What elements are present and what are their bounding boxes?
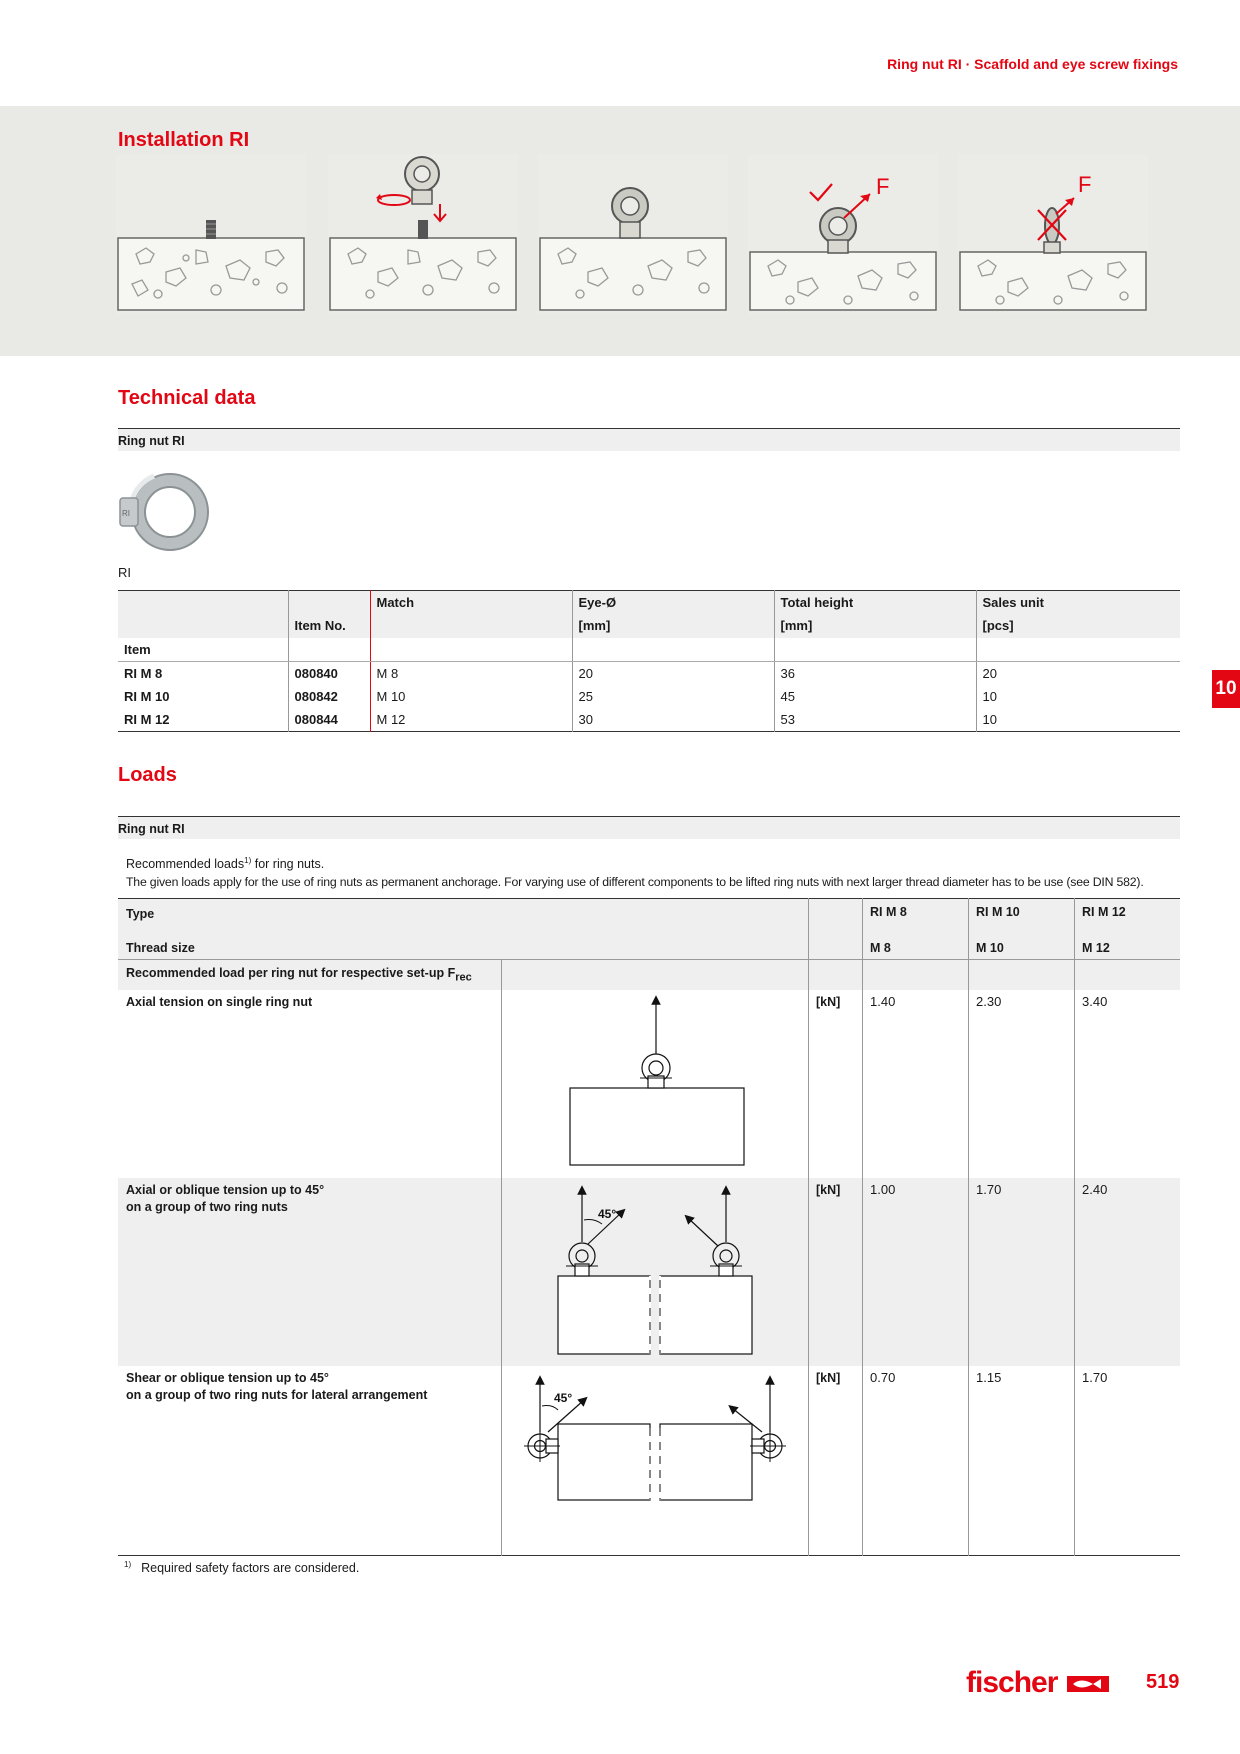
- load-value: 2.40: [1082, 1182, 1108, 1197]
- load-value: 1.70: [1082, 1370, 1108, 1385]
- table-row: RI M 12 080844 M 12 30 53 10: [118, 708, 1180, 732]
- ring-nut-image: [118, 460, 218, 560]
- thread-col: M 8: [870, 941, 891, 955]
- svg-text:RI: RI: [122, 509, 130, 518]
- case-1-label: Axial tension on single ring nut: [126, 995, 313, 1009]
- technical-bar: Ring nut RI: [118, 428, 1180, 451]
- load-value: 1.70: [976, 1182, 1002, 1197]
- technical-data-table: [118, 590, 1180, 732]
- case-3-label: Shear or oblique tension up to 45° on a group of two ring nuts for lateral arrangement: [126, 1371, 428, 1402]
- chapter-tab: 10: [1212, 670, 1240, 708]
- install-step-2: [328, 154, 518, 314]
- force-label: F: [1078, 172, 1092, 197]
- image-caption: RI: [118, 565, 131, 580]
- rec-load-label: Recommended load per ring nut for respective set-up $F_{rec}$: [126, 966, 472, 984]
- type-label: Type: [126, 907, 155, 921]
- installation-title: Installation RI: [118, 129, 250, 151]
- diagram-axial-group: [502, 1178, 808, 1366]
- load-value: 2.30: [976, 994, 1002, 1009]
- type-col: RI M 12: [1082, 905, 1126, 919]
- fischer-logo: fischer: [966, 1666, 1109, 1700]
- col-item-no: Item No.: [288, 614, 370, 638]
- col-eye: Eye-Ø: [572, 591, 774, 615]
- col-match: Match: [370, 591, 572, 615]
- table-row: RI M 10 080842 M 10 25 45 10: [118, 685, 1180, 709]
- type-col: RI M 8: [870, 905, 907, 919]
- col-item: Item: [118, 638, 288, 662]
- loads-note-2: The given loads apply for the use of ring nuts as permanent anchorage. For varying use of different components to be lifted ring nuts with next larger thread diameter has to be use (see DIN 582).: [126, 875, 1144, 889]
- loads-note-1: Recommended loads$^{1)}$ for ring nuts.: [126, 856, 325, 872]
- load-value: 1.15: [976, 1370, 1002, 1385]
- page-number: 519: [1146, 1671, 1180, 1693]
- load-value: 1.00: [870, 1182, 896, 1197]
- thread-col: M 10: [976, 941, 1004, 955]
- col-sales-unit: [pcs]: [976, 614, 1180, 638]
- unit-label: [kN]: [816, 1371, 841, 1385]
- force-label: F: [876, 174, 890, 199]
- install-step-5: [958, 154, 1148, 314]
- load-value: 0.70: [870, 1370, 896, 1385]
- unit-label: [kN]: [816, 995, 841, 1009]
- diagram-axial-single: [502, 990, 808, 1178]
- technical-data-title: Technical data: [118, 387, 256, 409]
- col-sales: Sales unit: [976, 591, 1180, 615]
- table-row: RI M 8 080840 M 8 20 36 20: [118, 661, 1180, 685]
- loads-bar: Ring nut RI: [118, 816, 1180, 839]
- load-value: 1.40: [870, 994, 896, 1009]
- load-value: 3.40: [1082, 994, 1108, 1009]
- fish-logo-icon: [1067, 1674, 1109, 1694]
- angle-label: 45°: [598, 1207, 617, 1221]
- type-col: RI M 10: [976, 905, 1020, 919]
- install-step-3: [538, 154, 728, 314]
- thread-col: M 12: [1082, 941, 1110, 955]
- install-step-4: [748, 154, 938, 314]
- case-2-label: Axial or oblique tension up to 45° on a group of two ring nuts: [126, 1183, 325, 1214]
- unit-label: [kN]: [816, 1183, 841, 1197]
- col-height: Total height: [774, 591, 976, 615]
- diagram-lateral-group: [502, 1366, 808, 1554]
- footnote: $^{1)}$ Required safety factors are considered.: [124, 1560, 360, 1576]
- col-eye-unit: [mm]: [572, 614, 774, 638]
- angle-label: 45°: [554, 1391, 573, 1405]
- loads-table: [118, 898, 1180, 1558]
- col-height-unit: [mm]: [774, 614, 976, 638]
- running-header: Ring nut RI · Scaffold and eye screw fixings: [887, 56, 1178, 72]
- thread-label: Thread size: [126, 941, 195, 955]
- install-step-1: [116, 154, 306, 314]
- loads-title: Loads: [118, 764, 177, 786]
- installation-section: [0, 106, 1240, 356]
